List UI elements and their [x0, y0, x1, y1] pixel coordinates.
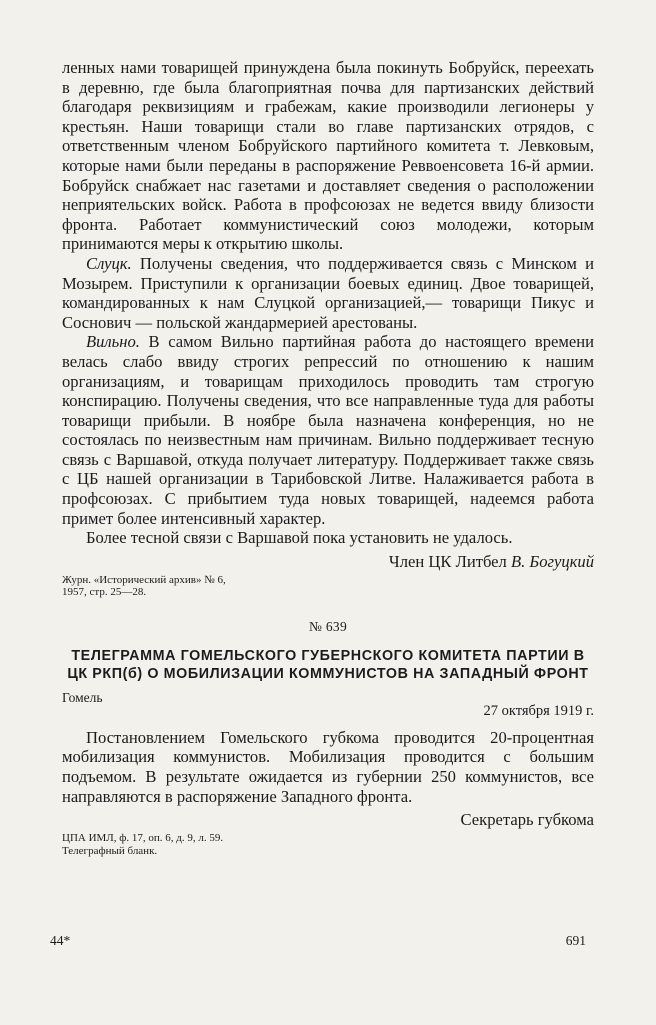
date-label: 27 октября 1919 г. — [483, 702, 594, 719]
source-note-2: ЦПА ИМЛ, ф. 17, оп. 6, д. 9, л. 59. Телеграфный бланк. — [62, 832, 224, 857]
place-date-line — [62, 690, 594, 720]
paragraph-vilno: Вильно. В самом Вильно партийная работа до настоящего времени велась слабо ввиду строгих репрессий по отношению к нашим организациям, и товарищам приходилось проводить там строгую конспирацию. Получены сведения, что все направленные туда для работы товарищи прибыли. В ноябре была назначена конференция, но не состоялась по неизвестным нам причинам. Вильно поддерживает тесную связь с Варшавой, откуда получает литературу. Поддерживает также связь с ЦБ нашей организации в Тарибовской Литве. Налаживается работа в профсоюзах. С прибытием туда новых товарищей, надеемся работа примет более интенсивный характер. — [62, 332, 594, 528]
document-number: № 639 — [308, 618, 347, 634]
signature-mark: 44* — [50, 933, 71, 948]
signature-bogutsky: Член ЦК Литбел В. Богуцкий — [388, 551, 594, 571]
place-slutsk: Слуцк. — [86, 253, 132, 273]
place-label: Гомель — [62, 689, 103, 705]
page-footer — [50, 933, 586, 949]
signature-secretary: Секретарь губкома — [460, 810, 594, 830]
page-content — [62, 58, 594, 857]
source-note-1: Журн. «Исторический архив» № 6, 1957, стр. 25—28. — [62, 573, 226, 599]
place-vilno: Вильно. — [86, 332, 140, 352]
page-number: 691 — [565, 933, 586, 948]
paragraph-telegram: Постановлением Гомельского губкома проводится 20-процентная мобилизация коммунистов. Мобилизация проводится с большим подъемом. В результате ожидается из губернии 250 коммунистов, все направляются в распоряжение Западного фронта. — [62, 727, 594, 806]
document-title: ТЕЛЕГРАММА ГОМЕЛЬСКОГО ГУБЕРНСКОГО КОМИТЕТА ПАРТИИ В ЦК РКП(б) О МОБИЛИЗАЦИИ КОММУНИСТОВ НА ЗАПАДНЫЙ ФРОНТ — [67, 647, 589, 683]
paragraph-slutsk: Слуцк. Получены сведения, что поддерживается связь с Минском и Мозырем. Приступили к организации боевых единиц. Двое товарищей, командированных к нам Слуцкой организацией,— товарищи Пикус и Соснович — польской жандармерией арестованы. — [62, 253, 594, 332]
paragraph-warsaw: Более тесной связи с Варшавой пока установить не удалось. — [86, 528, 513, 548]
paragraph-bobruisk: ленных нами товарищей принуждена была покинуть Бобруйск, переехать в деревню, где была благоприятная почва для партизанских действий благодаря реквизициям и грабежам, какие производили легионеры у крестьян. Наши товарищи стали во главе партизанских отрядов, с ответственным членом Бобруйского партийного комитета т. Левковым, которые нами были переданы в распоряжение Реввоенсовета 16-й армии. Бобруйск снабжает нас газетами и доставляет сведения о расположении неприятельских войск. Работа в профсоюзах не ведется ввиду близости фронта. Работает коммунистический союз молодежи, которым принимаются меры к открытию школы. — [62, 58, 594, 254]
